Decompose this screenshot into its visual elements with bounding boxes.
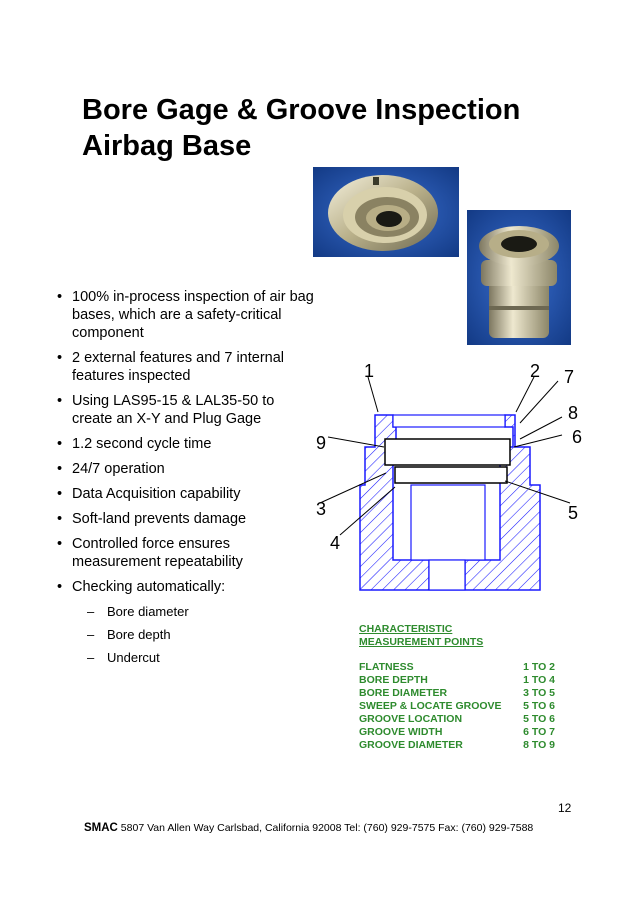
- callout-9: 9: [316, 433, 327, 453]
- characteristic-name: GROOVE DIAMETER: [359, 739, 463, 751]
- list-item: • 2 external features and 7 internal features inspected: [56, 349, 316, 385]
- airbag-base-photo-side: [467, 210, 571, 345]
- footer-brand: SMAC: [84, 822, 118, 834]
- page-title: [82, 92, 602, 164]
- table-row: [359, 713, 555, 726]
- table-row: [359, 726, 555, 739]
- list-item: – Bore depth: [87, 627, 189, 643]
- characteristic-range: 8 TO 9: [523, 739, 555, 751]
- title-line-2: Airbag Base: [82, 130, 252, 162]
- characteristics-title-line-1: CHARACTERISTIC: [359, 623, 453, 635]
- characteristic-name: SWEEP & LOCATE GROOVE: [359, 700, 502, 712]
- footer: [84, 822, 533, 834]
- list-item: • Using LAS95-15 & LAL35-50 to create an X-Y and Plug Gage: [56, 392, 316, 428]
- characteristics-title-line-2: MEASUREMENT POINTS: [359, 636, 484, 648]
- characteristics-table: [359, 661, 555, 752]
- feature-list: [56, 288, 316, 603]
- characteristic-name: FLATNESS: [359, 661, 414, 673]
- characteristic-range: 1 TO 2: [523, 661, 555, 673]
- callout-6: 6: [572, 427, 583, 447]
- characteristic-name: BORE DIAMETER: [359, 687, 448, 699]
- list-item: • Soft-land prevents damage: [56, 510, 316, 528]
- callout-5: 5: [568, 503, 579, 523]
- characteristic-name: GROOVE WIDTH: [359, 726, 443, 738]
- characteristics-title: [359, 623, 483, 649]
- characteristic-name: BORE DEPTH: [359, 674, 428, 686]
- list-item: • 1.2 second cycle time: [56, 435, 316, 453]
- table-row: [359, 661, 555, 674]
- characteristic-range: 1 TO 4: [523, 674, 555, 686]
- list-item: – Undercut: [87, 650, 189, 666]
- title-line-1: Bore Gage & Groove Inspection: [82, 94, 521, 126]
- characteristic-range: 6 TO 7: [523, 726, 555, 738]
- table-row: [359, 700, 555, 713]
- airbag-base-photo-top: [313, 167, 459, 257]
- characteristic-range: 3 TO 5: [523, 687, 555, 699]
- characteristic-range: 5 TO 6: [523, 713, 555, 725]
- page-number: 12: [558, 801, 572, 815]
- callout-2: 2: [530, 361, 541, 381]
- table-row: [359, 674, 555, 687]
- list-item: • Controlled force ensures measurement repeatability: [56, 535, 316, 571]
- callout-7: 7: [564, 367, 575, 387]
- characteristic-name: GROOVE LOCATION: [359, 713, 463, 725]
- list-item: • Checking automatically:: [56, 578, 316, 596]
- footer-address: 5807 Van Allen Way Carlsbad, California 92008 Tel: (760) 929-7575 Fax: (760) 929-7588: [120, 822, 534, 834]
- list-item: • Data Acquisition capability: [56, 485, 316, 503]
- callout-1: 1: [364, 361, 375, 381]
- list-item: • 24/7 operation: [56, 460, 316, 478]
- callout-3: 3: [316, 499, 327, 519]
- check-list: [87, 604, 189, 673]
- table-row: [359, 739, 555, 752]
- callout-8: 8: [568, 403, 579, 423]
- cross-section-diagram: [300, 355, 600, 605]
- list-item: • 100% in-process inspection of air bag bases, which are a safety-critical component: [56, 288, 316, 342]
- characteristic-range: 5 TO 6: [523, 700, 555, 712]
- list-item: – Bore diameter: [87, 604, 189, 620]
- table-row: [359, 687, 555, 700]
- callout-4: 4: [330, 533, 341, 553]
